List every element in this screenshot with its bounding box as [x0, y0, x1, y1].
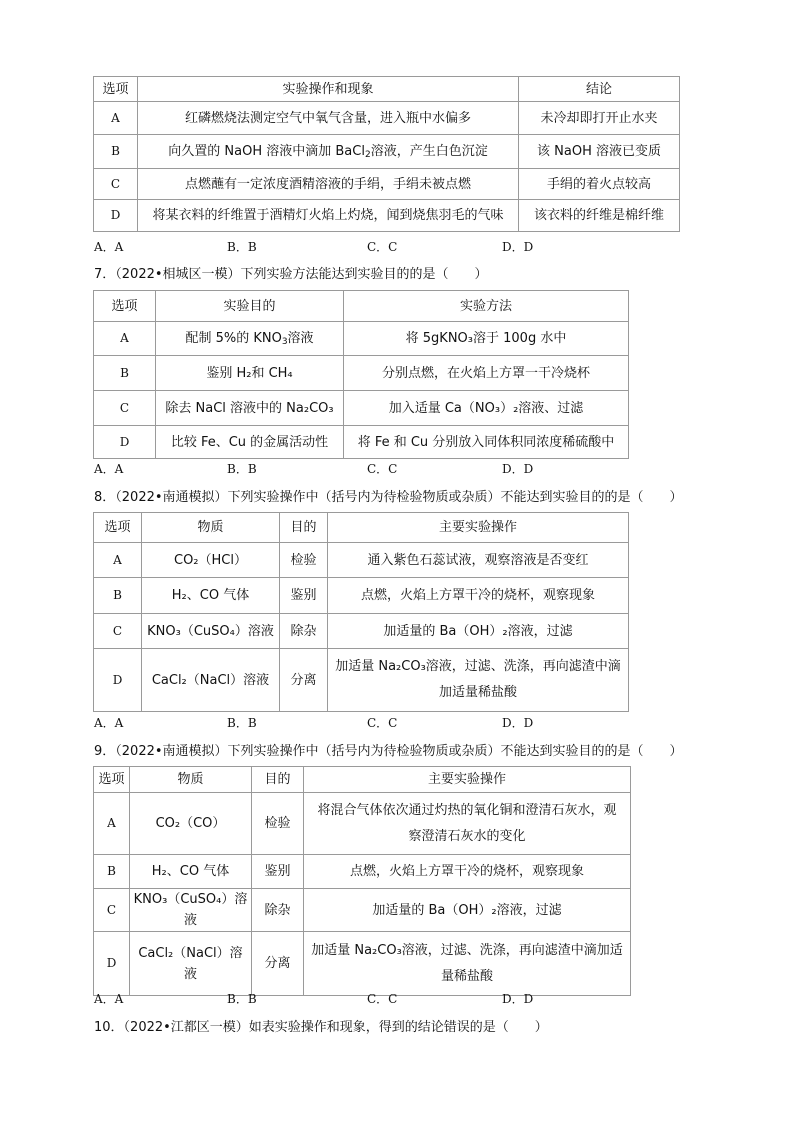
- operation-cell: [138, 135, 519, 169]
- choice-a[interactable]: A．A: [94, 716, 124, 730]
- goal-text: 配制 5%的 KNO: [185, 331, 282, 346]
- option-label: C: [94, 889, 130, 932]
- choice-d[interactable]: D．D: [502, 716, 534, 730]
- option-label: B: [94, 135, 138, 169]
- q8-title: 8．（2022•南通模拟）下列实验操作中（括号内为待检验物质或杂质）不能达到实验目的的是（ ）: [94, 490, 683, 505]
- table-row: [94, 426, 629, 459]
- method-cell: 加入适量 Ca（NO₃）₂溶液、过滤: [344, 391, 629, 426]
- aim-cell: 分离: [280, 649, 328, 712]
- table-row: [94, 322, 629, 356]
- header-option: 选项: [94, 767, 130, 793]
- operation-line: 将混合气体依次通过灼热的氧化铜和澄清石灰水，观: [317, 802, 617, 818]
- aim-cell: 除杂: [252, 889, 304, 932]
- aim-cell: 鉴别: [280, 578, 328, 614]
- operation-cell: [304, 932, 631, 996]
- option-label: C: [94, 391, 156, 426]
- q8-table: [93, 512, 629, 712]
- goal-cell: 鉴别 H₂和 CH₄: [156, 356, 344, 391]
- option-label: C: [94, 614, 142, 649]
- table-row: [94, 543, 629, 578]
- option-label: D: [94, 200, 138, 232]
- table-row: [94, 200, 680, 232]
- q10-title: 10．（2022•江都区一模）如表实验操作和现象，得到的结论错误的是（ ）: [94, 1020, 548, 1035]
- choice-c[interactable]: C．C: [367, 240, 398, 254]
- option-label: A: [94, 102, 138, 135]
- goal-cell: 比较 Fe、Cu 的金属活动性: [156, 426, 344, 459]
- aim-cell: 检验: [252, 793, 304, 855]
- method-cell: 将 Fe 和 Cu 分别放入同体积同浓度稀硫酸中: [344, 426, 629, 459]
- method-cell: 将 5gKNO₃溶于 100g 水中: [344, 322, 629, 356]
- operation-line: 察澄清石灰水的变化: [408, 828, 526, 844]
- option-label: D: [94, 932, 130, 996]
- table-header-row: [94, 291, 629, 322]
- option-label: A: [94, 793, 130, 855]
- table-header-row: [94, 77, 680, 102]
- table-row: [94, 578, 629, 614]
- choice-d[interactable]: D．D: [502, 992, 534, 1006]
- header-goal: 实验目的: [156, 291, 344, 322]
- operation-line: 加适量稀盐酸: [438, 685, 517, 700]
- aim-cell: 鉴别: [252, 855, 304, 889]
- q7-table: [93, 290, 629, 459]
- header-option: 选项: [94, 513, 142, 543]
- operation-cell: [328, 649, 629, 712]
- substance-cell: CO₂（CO）: [130, 793, 252, 855]
- q9-choices: [94, 990, 614, 1006]
- header-conclusion: 结论: [519, 77, 680, 102]
- header-substance: 物质: [130, 767, 252, 793]
- option-label: D: [94, 649, 142, 712]
- table-header-row: [94, 767, 631, 793]
- q7-choices: [94, 460, 614, 476]
- header-aim: 目的: [280, 513, 328, 543]
- substance-cell: CO₂（HCl）: [142, 543, 280, 578]
- header-aim: 目的: [252, 767, 304, 793]
- operation-cell: 将某衣料的纤维置于酒精灯火焰上灼烧，闻到烧焦羽毛的气味: [138, 200, 519, 232]
- choice-c[interactable]: C．C: [367, 462, 398, 476]
- header-operation: 主要实验操作: [328, 513, 629, 543]
- option-label: A: [94, 543, 142, 578]
- substance-cell: KNO₃（CuSO₄）溶液: [142, 614, 280, 649]
- choice-a[interactable]: A．A: [94, 240, 124, 254]
- goal-text: 溶液: [287, 331, 314, 346]
- conclusion-cell: 该衣料的纤维是棉纤维: [519, 200, 680, 232]
- table-row: [94, 649, 629, 712]
- table-header-row: [94, 513, 629, 543]
- operation-cell: 红磷燃烧法测定空气中氧气含量，进入瓶中水偏多: [138, 102, 519, 135]
- choice-b[interactable]: B．B: [227, 240, 257, 254]
- table-row: [94, 614, 629, 649]
- substance-cell: CaCl₂（NaCl）溶液: [142, 649, 280, 712]
- choice-d[interactable]: D．D: [502, 462, 534, 476]
- header-operation: 实验操作和现象: [138, 77, 519, 102]
- operation-line: 量稀盐酸: [440, 968, 493, 984]
- choice-b[interactable]: B．B: [227, 462, 257, 476]
- aim-cell: 检验: [280, 543, 328, 578]
- subscript: 2: [364, 150, 371, 160]
- option-label: D: [94, 426, 156, 459]
- choice-b[interactable]: B．B: [227, 992, 257, 1006]
- q7-title: 7．（2022•相城区一模）下列实验方法能达到实验目的的是（ ）: [94, 267, 488, 282]
- header-substance: 物质: [142, 513, 280, 543]
- choice-c[interactable]: C．C: [367, 716, 398, 730]
- table-row: [94, 855, 631, 889]
- table-row: [94, 135, 680, 169]
- aim-cell: 除杂: [280, 614, 328, 649]
- choice-a[interactable]: A．A: [94, 462, 124, 476]
- q8-choices: [94, 714, 614, 730]
- header-method: 实验方法: [344, 291, 629, 322]
- table-row: [94, 391, 629, 426]
- operation-cell: 加适量的 Ba（OH）₂溶液，过滤: [304, 889, 631, 932]
- header-option: 选项: [94, 291, 156, 322]
- operation-cell: 加适量的 Ba（OH）₂溶液，过滤: [328, 614, 629, 649]
- option-label: A: [94, 322, 156, 356]
- table-row: [94, 169, 680, 200]
- option-label: B: [94, 578, 142, 614]
- table-row: [94, 793, 631, 855]
- choice-c[interactable]: C．C: [367, 992, 398, 1006]
- choice-a[interactable]: A．A: [94, 992, 124, 1006]
- table-row: [94, 356, 629, 391]
- table-row: [94, 102, 680, 135]
- operation-cell: 点燃蘸有一定浓度酒精溶液的手绢，手绢未被点燃: [138, 169, 519, 200]
- substance-cell: KNO₃（CuSO₄）溶液: [130, 889, 252, 932]
- substance-cell: H₂、CO 气体: [142, 578, 280, 614]
- operation-text: 溶液，产生白色沉淀: [370, 144, 488, 159]
- operation-text: 向久置的 NaOH 溶液中滴加 BaCl: [168, 144, 365, 159]
- substance-cell: CaCl₂（NaCl）溶液: [130, 932, 252, 996]
- conclusion-cell: 未冷却即打开止水夹: [519, 102, 680, 135]
- aim-cell: 分离: [252, 932, 304, 996]
- operation-cell: 点燃，火焰上方罩干冷的烧杯，观察现象: [328, 578, 629, 614]
- conclusion-cell: 该 NaOH 溶液已变质: [519, 135, 680, 169]
- substance-cell: H₂、CO 气体: [130, 855, 252, 889]
- option-label: C: [94, 169, 138, 200]
- table-row: [94, 889, 631, 932]
- operation-cell: 通入紫色石蕊试液，观察溶液是否变红: [328, 543, 629, 578]
- operation-cell: [304, 793, 631, 855]
- choice-b[interactable]: B．B: [227, 716, 257, 730]
- option-label: B: [94, 356, 156, 391]
- operation-cell: 点燃，火焰上方罩干冷的烧杯，观察现象: [304, 855, 631, 889]
- goal-cell: [156, 322, 344, 356]
- operation-line: 加适量 Na₂CO₃溶液，过滤、洗涤，再向滤渣中滴加适: [311, 942, 623, 958]
- header-operation: 主要实验操作: [304, 767, 631, 793]
- q9-table: [93, 766, 631, 996]
- choice-d[interactable]: D．D: [502, 240, 534, 254]
- goal-cell: 除去 NaCl 溶液中的 Na₂CO₃: [156, 391, 344, 426]
- method-cell: 分别点燃，在火焰上方罩一干冷烧杯: [344, 356, 629, 391]
- q9-title: 9．（2022•南通模拟）下列实验操作中（括号内为待检验物质或杂质）不能达到实验目的的是（ ）: [94, 744, 683, 759]
- q6-table: [93, 76, 680, 232]
- header-option: 选项: [94, 77, 138, 102]
- q6-choices: [94, 238, 614, 254]
- option-label: B: [94, 855, 130, 889]
- subscript: 3: [281, 337, 288, 347]
- conclusion-cell: 手绢的着火点较高: [519, 169, 680, 200]
- operation-line: 加适量 Na₂CO₃溶液，过滤、洗涤，再向滤渣中滴: [335, 659, 621, 674]
- table-row: [94, 932, 631, 996]
